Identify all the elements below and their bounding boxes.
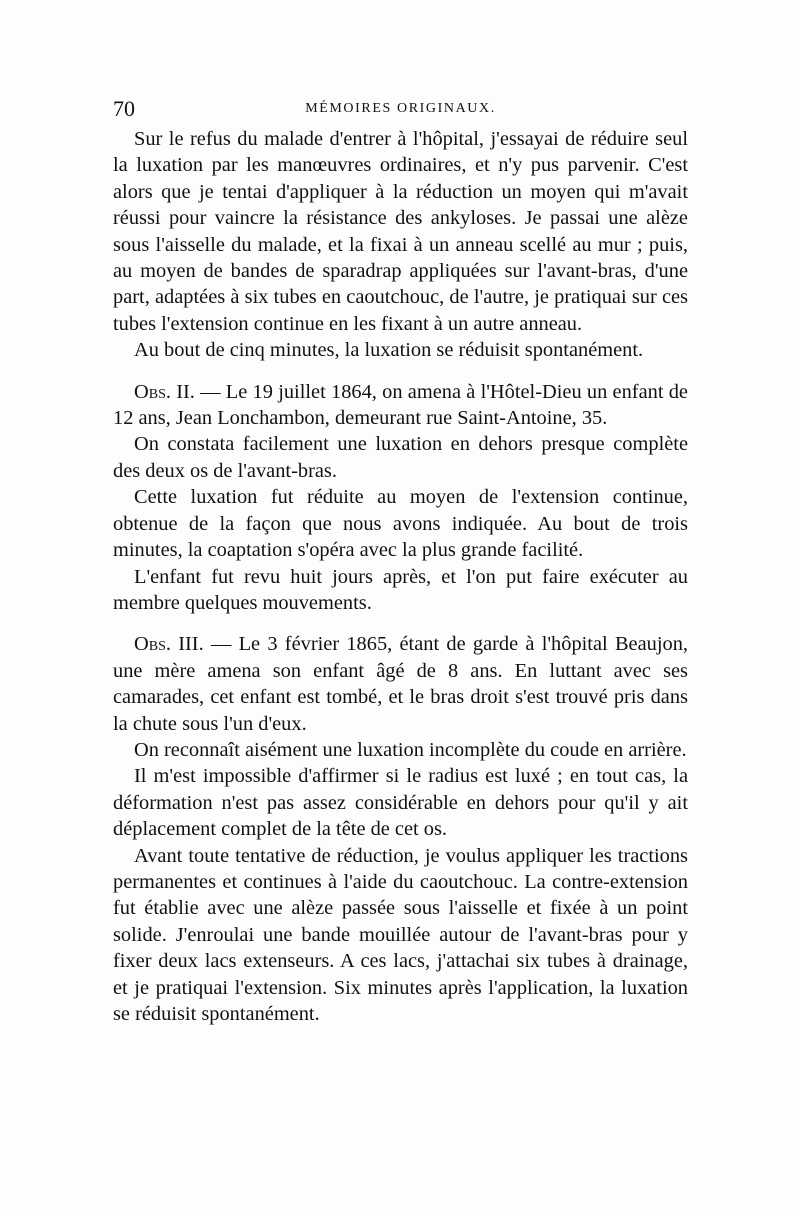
paragraph: On constata facilement une luxation en dehors presque complète des deux os de l'avant-bras.	[113, 433, 688, 482]
paragraph: On reconnaît aisément une luxation incomplète du coude en arrière.	[134, 738, 687, 761]
observation-heading-paragraph	[113, 379, 688, 432]
observation-text: — Le 19 juillet 1864, on amena à l'Hôtel-Dieu un enfant de 12 ans, Jean Lonchambon, demeurant rue Saint-Antoine, 35.	[113, 380, 688, 430]
observation-label: Obs. III.	[134, 633, 204, 656]
paragraph-continuation: Sur le refus du malade d'entrer à l'hôpital, j'essayai de réduire seul la luxation par les manœuvres ordinaires, et n'y pus parvenir. C'est alors que je tentai d'appliquer à la réduction un moyen qui m'avait réussi pour vaincre la résistance des ankyloses. Je passai une alèze sous l'aisselle du malade, et la fixai à un anneau scellé au mur ; puis, au moyen de bandes de sparadrap appliquées sur l'avant-bras, d'une part, adaptées à six tubes en caoutchouc, de l'autre, je pratiquai sur ces tubes l'extension continue en les fixant à un autre anneau.	[113, 128, 688, 335]
paragraph: L'enfant fut revu huit jours après, et l'on put faire exécuter au membre quelques mouvements.	[113, 565, 688, 614]
page-number: 70	[113, 96, 135, 121]
observation-label: Obs. II.	[134, 380, 195, 403]
paragraph: Cette luxation fut réduite au moyen de l'extension continue, obtenue de la façon que nous avons indiquée. Au bout de trois minutes, la coaptation s'opéra avec la plus grande facilité.	[113, 486, 688, 562]
body-text	[113, 126, 688, 1027]
running-head	[113, 96, 688, 122]
observation-heading-paragraph	[113, 631, 688, 737]
paragraph: Au bout de cinq minutes, la luxation se réduisit spontanément.	[134, 339, 644, 362]
section-gap	[113, 616, 688, 631]
paragraph: Avant toute tentative de réduction, je voulus appliquer les tractions permanentes et continues à l'aide du caoutchouc. La contre-extension fut établie avec une alèze passée sous l'aisselle et fixée à un point solide. J'enroulai une bande mouillée autour de l'avant-bras pour y fixer deux lacs extenseurs. A ces lacs, j'attachai six tubes à drainage, et je pratiquai l'extension. Six minutes après l'application, la luxation se réduisit spontanément.	[113, 844, 688, 1025]
observation-text: — Le 3 février 1865, étant de garde à l'hôpital Beaujon, une mère amena son enfant âgé de 8 ans. En luttant avec ses camarades, cet enfant est tombé, et le bras droit s'est trouvé pris dans la chute sous l'un d'eux.	[113, 633, 688, 735]
paragraph: Il m'est impossible d'affirmer si le radius est luxé ; en tout cas, la déformation n'est pas assez considérable en dehors pour qu'il y ait déplacement complet de la tête de cet os.	[113, 765, 688, 841]
section-gap	[113, 364, 688, 379]
running-title: MÉMOIRES ORIGINAUX.	[305, 101, 496, 116]
